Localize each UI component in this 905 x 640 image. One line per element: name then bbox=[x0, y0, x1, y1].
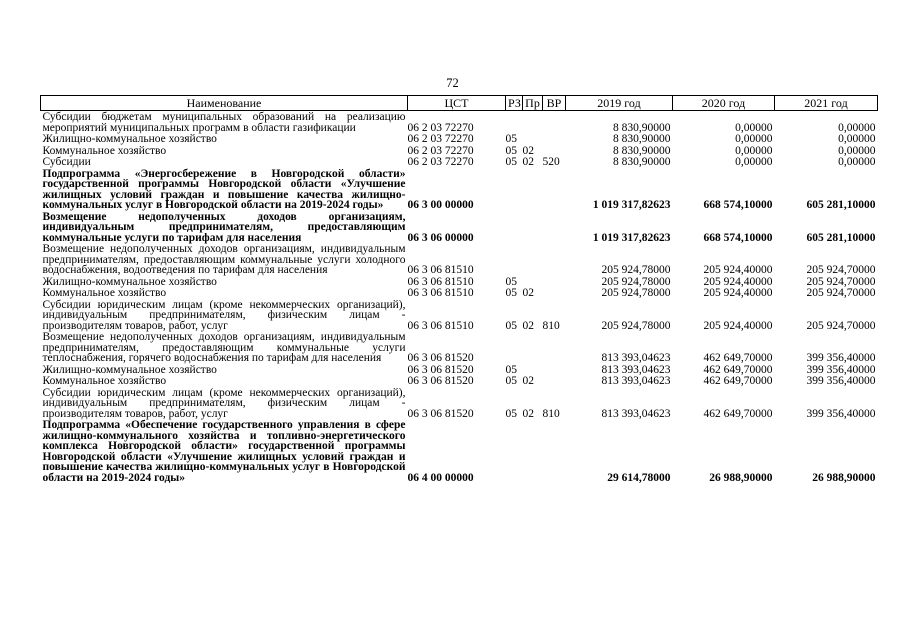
cell-y2020: 462 649,70000 bbox=[703, 363, 773, 376]
cell-name: Возмещение недополученных доходов организациям, индивидуальным предпринимателям, предоставляющим коммунальные услуги холодного водоснабжения, водоотведения по тарифам для населения bbox=[42, 243, 406, 276]
cell-y2021: 0,00000 bbox=[838, 144, 876, 157]
cell-y2021: 205 924,70000 bbox=[806, 264, 876, 276]
cell-pr bbox=[523, 243, 543, 276]
cell-cst: 06 2 03 72270 bbox=[407, 156, 474, 168]
cell-name: Субсидии юридическим лицам (кроме некоммерческих организаций), индивидуальным предпринимателям, физическим лицам - производителям товаров, работ, услуг bbox=[42, 298, 406, 332]
cell-vr bbox=[543, 287, 566, 299]
cell-y2019: 813 393,04623 bbox=[601, 407, 671, 420]
cell-name: Коммунальное хозяйство bbox=[42, 287, 167, 299]
cell-y2020: 205 924,40000 bbox=[703, 319, 773, 332]
cell-y2019: 813 393,04623 bbox=[601, 375, 671, 387]
cell-y2020: 668 574,10000 bbox=[703, 199, 773, 211]
table-row bbox=[41, 276, 878, 288]
cell-cst: 06 3 06 00000 bbox=[407, 231, 474, 244]
cell-y2021: 205 924,70000 bbox=[806, 319, 876, 332]
cell-y2020: 205 924,40000 bbox=[703, 275, 773, 288]
cell-rz bbox=[506, 419, 523, 483]
cell-name: Подпрограмма «Энергосбережение в Новгородской области» государственной программы Новгородской области «Улучшение жилищных условий граждан и повышение качества жилищно-коммунальных услуг в Новгородской области на 2019-2024 годы» bbox=[42, 167, 406, 211]
cell-y2021: 0,00000 bbox=[838, 156, 876, 168]
cell-cst: 06 3 06 81520 bbox=[407, 363, 474, 376]
header-name: Наименование bbox=[41, 96, 408, 111]
cell-y2021: 399 356,40000 bbox=[806, 375, 876, 387]
cell-name: Подпрограмма «Обеспечение государственного управления в сфере жилищно-коммунального хозяйства и топливно-энергетического комплекса Новгородской области» государственной программы Новгородской области «Улучшение жилищных условий граждан и повышение качества жилищно-коммунальных услуг в Новгородской области на 2019-2024 годы» bbox=[42, 419, 406, 484]
cell-name: Жилищно-коммунальное хозяйство bbox=[42, 363, 217, 376]
cell-y2019: 205 924,78000 bbox=[601, 264, 671, 276]
cell-y2021: 605 281,10000 bbox=[806, 199, 876, 211]
table-row bbox=[41, 375, 878, 387]
cell-rz: 05 bbox=[505, 375, 517, 387]
cell-pr bbox=[523, 276, 543, 288]
table-row bbox=[41, 331, 878, 364]
cell-pr bbox=[523, 331, 543, 364]
cell-rz: 05 bbox=[505, 407, 517, 420]
cell-y2020: 205 924,40000 bbox=[703, 287, 773, 299]
cell-y2020: 0,00000 bbox=[735, 144, 773, 157]
cell-vr: 520 bbox=[542, 156, 560, 168]
cell-pr: 02 bbox=[522, 144, 534, 157]
cell-y2020: 0,00000 bbox=[735, 133, 773, 145]
header-pr: Пр bbox=[523, 96, 543, 111]
cell-name: Жилищно-коммунальное хозяйство bbox=[42, 275, 217, 288]
cell-y2021: 205 924,70000 bbox=[806, 287, 876, 299]
table-row bbox=[41, 287, 878, 299]
cell-y2020: 205 924,40000 bbox=[703, 264, 773, 276]
cell-rz bbox=[506, 168, 523, 211]
cell-name: Коммунальное хозяйство bbox=[42, 375, 167, 387]
cell-y2019: 205 924,78000 bbox=[601, 287, 671, 299]
cell-pr bbox=[523, 133, 543, 145]
cell-y2019: 1 019 317,82623 bbox=[592, 231, 671, 244]
cell-y2020: 462 649,70000 bbox=[703, 352, 773, 364]
cell-cst: 06 3 06 81520 bbox=[407, 352, 474, 364]
page-number: 72 bbox=[446, 76, 459, 90]
cell-pr: 02 bbox=[522, 407, 534, 420]
cell-name: Субсидии бюджетам муниципальных образований на реализацию мероприятий муниципальных программ в области газификации bbox=[42, 111, 406, 134]
cell-y2021: 0,00000 bbox=[838, 121, 876, 134]
cell-pr: 02 bbox=[522, 287, 534, 299]
header-cst: ЦСТ bbox=[408, 96, 506, 111]
cell-y2021: 399 356,40000 bbox=[806, 407, 876, 420]
cell-y2020: 0,00000 bbox=[735, 121, 773, 134]
cell-vr bbox=[543, 168, 566, 211]
cell-y2019: 1 019 317,82623 bbox=[592, 199, 671, 211]
cell-vr bbox=[543, 419, 566, 483]
cell-name: Коммунальное хозяйство bbox=[42, 144, 167, 157]
cell-y2019: 205 924,78000 bbox=[601, 319, 671, 332]
cell-pr: 02 bbox=[522, 319, 534, 332]
cell-name: Субсидии bbox=[42, 156, 91, 168]
cell-rz bbox=[506, 331, 523, 364]
cell-rz bbox=[506, 111, 523, 134]
cell-name: Возмещение недополученных доходов организациям, индивидуальным предпринимателям, предоставляющим коммунальные услуги по тарифам для населения bbox=[42, 210, 406, 244]
cell-vr bbox=[543, 375, 566, 387]
cell-y2019: 8 830,90000 bbox=[613, 144, 671, 157]
cell-cst: 06 2 03 72270 bbox=[407, 144, 474, 157]
cell-pr bbox=[523, 419, 543, 483]
cell-vr: 810 bbox=[542, 319, 560, 332]
cell-name: Возмещение недополученных доходов организациям, индивидуальным предпринимателям, предоставляющим коммунальные услуги теплоснабжения, горячего водоснабжения по тарифам для населения bbox=[42, 331, 406, 364]
cell-y2019: 8 830,90000 bbox=[613, 156, 671, 168]
cell-cst: 06 3 06 81520 bbox=[407, 375, 474, 387]
cell-rz: 05 bbox=[505, 144, 517, 157]
cell-rz bbox=[506, 243, 523, 276]
cell-y2019: 29 614,78000 bbox=[607, 471, 671, 484]
cell-vr bbox=[543, 331, 566, 364]
table-row bbox=[41, 211, 878, 244]
cell-vr bbox=[543, 276, 566, 288]
cell-cst: 06 3 06 81510 bbox=[407, 264, 474, 276]
cell-rz bbox=[506, 211, 523, 244]
cell-pr: 02 bbox=[522, 156, 534, 168]
table-body bbox=[41, 111, 878, 484]
cell-y2019: 205 924,78000 bbox=[601, 275, 671, 288]
table-row bbox=[41, 299, 878, 332]
cell-vr bbox=[543, 211, 566, 244]
cell-pr bbox=[523, 168, 543, 211]
cell-cst: 06 2 03 72270 bbox=[407, 133, 474, 145]
table-row bbox=[41, 243, 878, 276]
cell-rz: 05 bbox=[505, 275, 517, 288]
table-row bbox=[41, 364, 878, 376]
cell-y2020: 26 988,90000 bbox=[709, 471, 773, 484]
cell-pr bbox=[523, 111, 543, 134]
cell-name: Субсидии юридическим лицам (кроме некоммерческих организаций), индивидуальным предпринимателям, физическим лицам - производителям товаров, работ, услуг bbox=[42, 386, 406, 420]
cell-y2021: 26 988,90000 bbox=[812, 471, 876, 484]
cell-rz: 05 bbox=[505, 156, 517, 168]
cell-y2020: 462 649,70000 bbox=[703, 375, 773, 387]
header-vr: ВР bbox=[543, 96, 566, 111]
cell-y2019: 813 393,04623 bbox=[601, 363, 671, 376]
cell-rz: 05 bbox=[505, 319, 517, 332]
header-2019: 2019 год bbox=[566, 96, 673, 111]
cell-y2021: 399 356,40000 bbox=[806, 352, 876, 364]
cell-pr bbox=[523, 364, 543, 376]
cell-cst: 06 2 03 72270 bbox=[407, 121, 474, 134]
cell-y2020: 668 574,10000 bbox=[703, 231, 773, 244]
cell-y2019: 8 830,90000 bbox=[613, 133, 671, 145]
cell-pr bbox=[523, 211, 543, 244]
table-row bbox=[41, 111, 878, 134]
cell-y2021: 605 281,10000 bbox=[806, 231, 876, 244]
cell-y2019: 813 393,04623 bbox=[601, 352, 671, 364]
table-row bbox=[41, 156, 878, 168]
cell-vr: 810 bbox=[542, 407, 560, 420]
cell-y2021: 205 924,70000 bbox=[806, 275, 876, 288]
cell-y2020: 0,00000 bbox=[735, 156, 773, 168]
table-header-row bbox=[41, 96, 878, 111]
table-row bbox=[41, 145, 878, 157]
cell-cst: 06 3 06 81510 bbox=[407, 319, 474, 332]
cell-name: Жилищно-коммунальное хозяйство bbox=[42, 133, 217, 145]
table-row bbox=[41, 133, 878, 145]
cell-y2021: 399 356,40000 bbox=[806, 363, 876, 376]
cell-cst: 06 3 06 81520 bbox=[407, 407, 474, 420]
cell-vr bbox=[543, 145, 566, 157]
header-rz: РЗ bbox=[506, 96, 523, 111]
header-2021: 2021 год bbox=[775, 96, 878, 111]
cell-vr bbox=[543, 364, 566, 376]
cell-rz: 05 bbox=[505, 133, 517, 145]
cell-rz: 05 bbox=[505, 287, 517, 299]
cell-y2019: 8 830,90000 bbox=[613, 121, 671, 134]
cell-cst: 06 4 00 00000 bbox=[407, 471, 474, 484]
cell-cst: 06 3 00 00000 bbox=[407, 199, 474, 211]
budget-table bbox=[40, 95, 878, 483]
cell-y2020: 462 649,70000 bbox=[703, 407, 773, 420]
table-row bbox=[41, 387, 878, 420]
cell-vr bbox=[543, 133, 566, 145]
cell-cst: 06 3 06 81510 bbox=[407, 275, 474, 288]
table-row bbox=[41, 168, 878, 211]
cell-cst: 06 3 06 81510 bbox=[407, 287, 474, 299]
header-2020: 2020 год bbox=[673, 96, 775, 111]
table-row bbox=[41, 419, 878, 483]
cell-vr bbox=[543, 243, 566, 276]
cell-y2021: 0,00000 bbox=[838, 133, 876, 145]
cell-vr bbox=[543, 111, 566, 134]
cell-pr: 02 bbox=[522, 375, 534, 387]
cell-rz: 05 bbox=[505, 363, 517, 376]
